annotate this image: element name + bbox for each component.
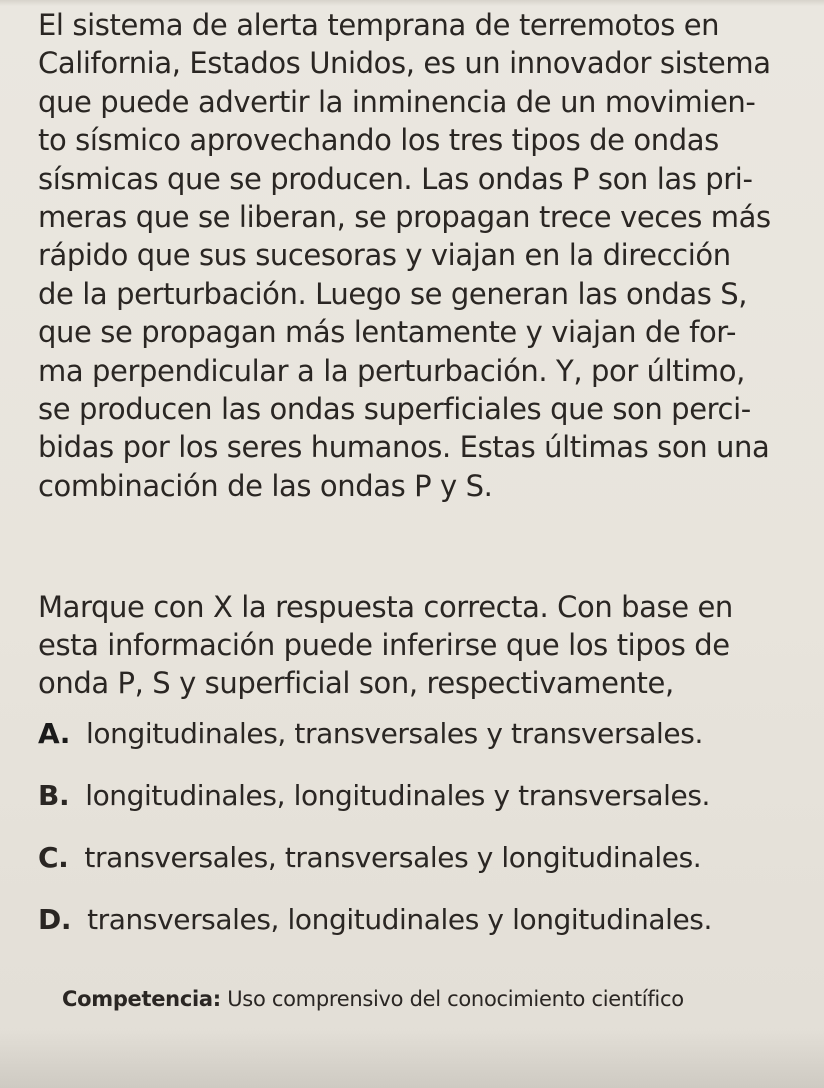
passage-line: to sísmico aprovechando los tres tipos de ondas bbox=[38, 123, 719, 158]
answer-option-b[interactable] bbox=[38, 774, 818, 836]
question-line: esta información puede inferirse que los tipos de bbox=[38, 628, 730, 662]
passage-line: El sistema de alerta temprana de terremotos en bbox=[38, 8, 720, 42]
option-letter: A. bbox=[38, 717, 71, 750]
option-letter: D. bbox=[38, 903, 72, 936]
passage-line: de la perturbación. Luego se generan las ondas S, bbox=[38, 276, 748, 311]
passage-line: que puede advertir la inminencia de un movimien- bbox=[38, 84, 756, 119]
passage-line: rápido que sus sucesoras y viajan en la dirección bbox=[38, 238, 731, 273]
answer-option-a[interactable] bbox=[38, 712, 818, 774]
competency-label: Competencia: bbox=[62, 987, 221, 1011]
page-bottom-shadow bbox=[0, 1030, 824, 1088]
option-text: longitudinales, transversales y transversales. bbox=[86, 717, 703, 750]
question-line: Marque con X la respuesta correcta. Con base en bbox=[38, 590, 733, 624]
answer-option-d[interactable] bbox=[38, 898, 818, 960]
answer-options bbox=[38, 712, 818, 960]
question-line: onda P, S y superficial son, respectivamente, bbox=[38, 666, 674, 700]
passage-line: ma perpendicular a la perturbación. Y, por último, bbox=[38, 353, 745, 388]
option-text: transversales, longitudinales y longitudinales. bbox=[87, 903, 712, 936]
competency-note bbox=[62, 984, 684, 1014]
passage-line: sísmicas que se producen. Las ondas P son las pri- bbox=[38, 161, 753, 196]
question-prompt bbox=[38, 588, 818, 702]
passage-line: California, Estados Unidos, es un innovador sistema bbox=[38, 46, 771, 81]
passage-line: se producen las ondas superficiales que son perci- bbox=[38, 392, 751, 427]
passage-line: que se propagan más lentamente y viajan de for- bbox=[38, 315, 737, 350]
option-letter: B. bbox=[38, 779, 70, 812]
option-text: transversales, transversales y longitudinales. bbox=[84, 841, 702, 874]
passage-line: meras que se liberan, se propagan trece veces más bbox=[38, 200, 771, 235]
passage-line: bidas por los seres humanos. Estas últimas son una bbox=[38, 430, 770, 465]
option-letter: C. bbox=[38, 841, 69, 874]
reading-passage bbox=[38, 6, 818, 505]
passage-line: combinación de las ondas P y S. bbox=[38, 468, 493, 503]
answer-option-c[interactable] bbox=[38, 836, 818, 898]
option-text: longitudinales, longitudinales y transversales. bbox=[85, 779, 711, 812]
competency-text: Uso comprensivo del conocimiento científico bbox=[227, 987, 684, 1011]
